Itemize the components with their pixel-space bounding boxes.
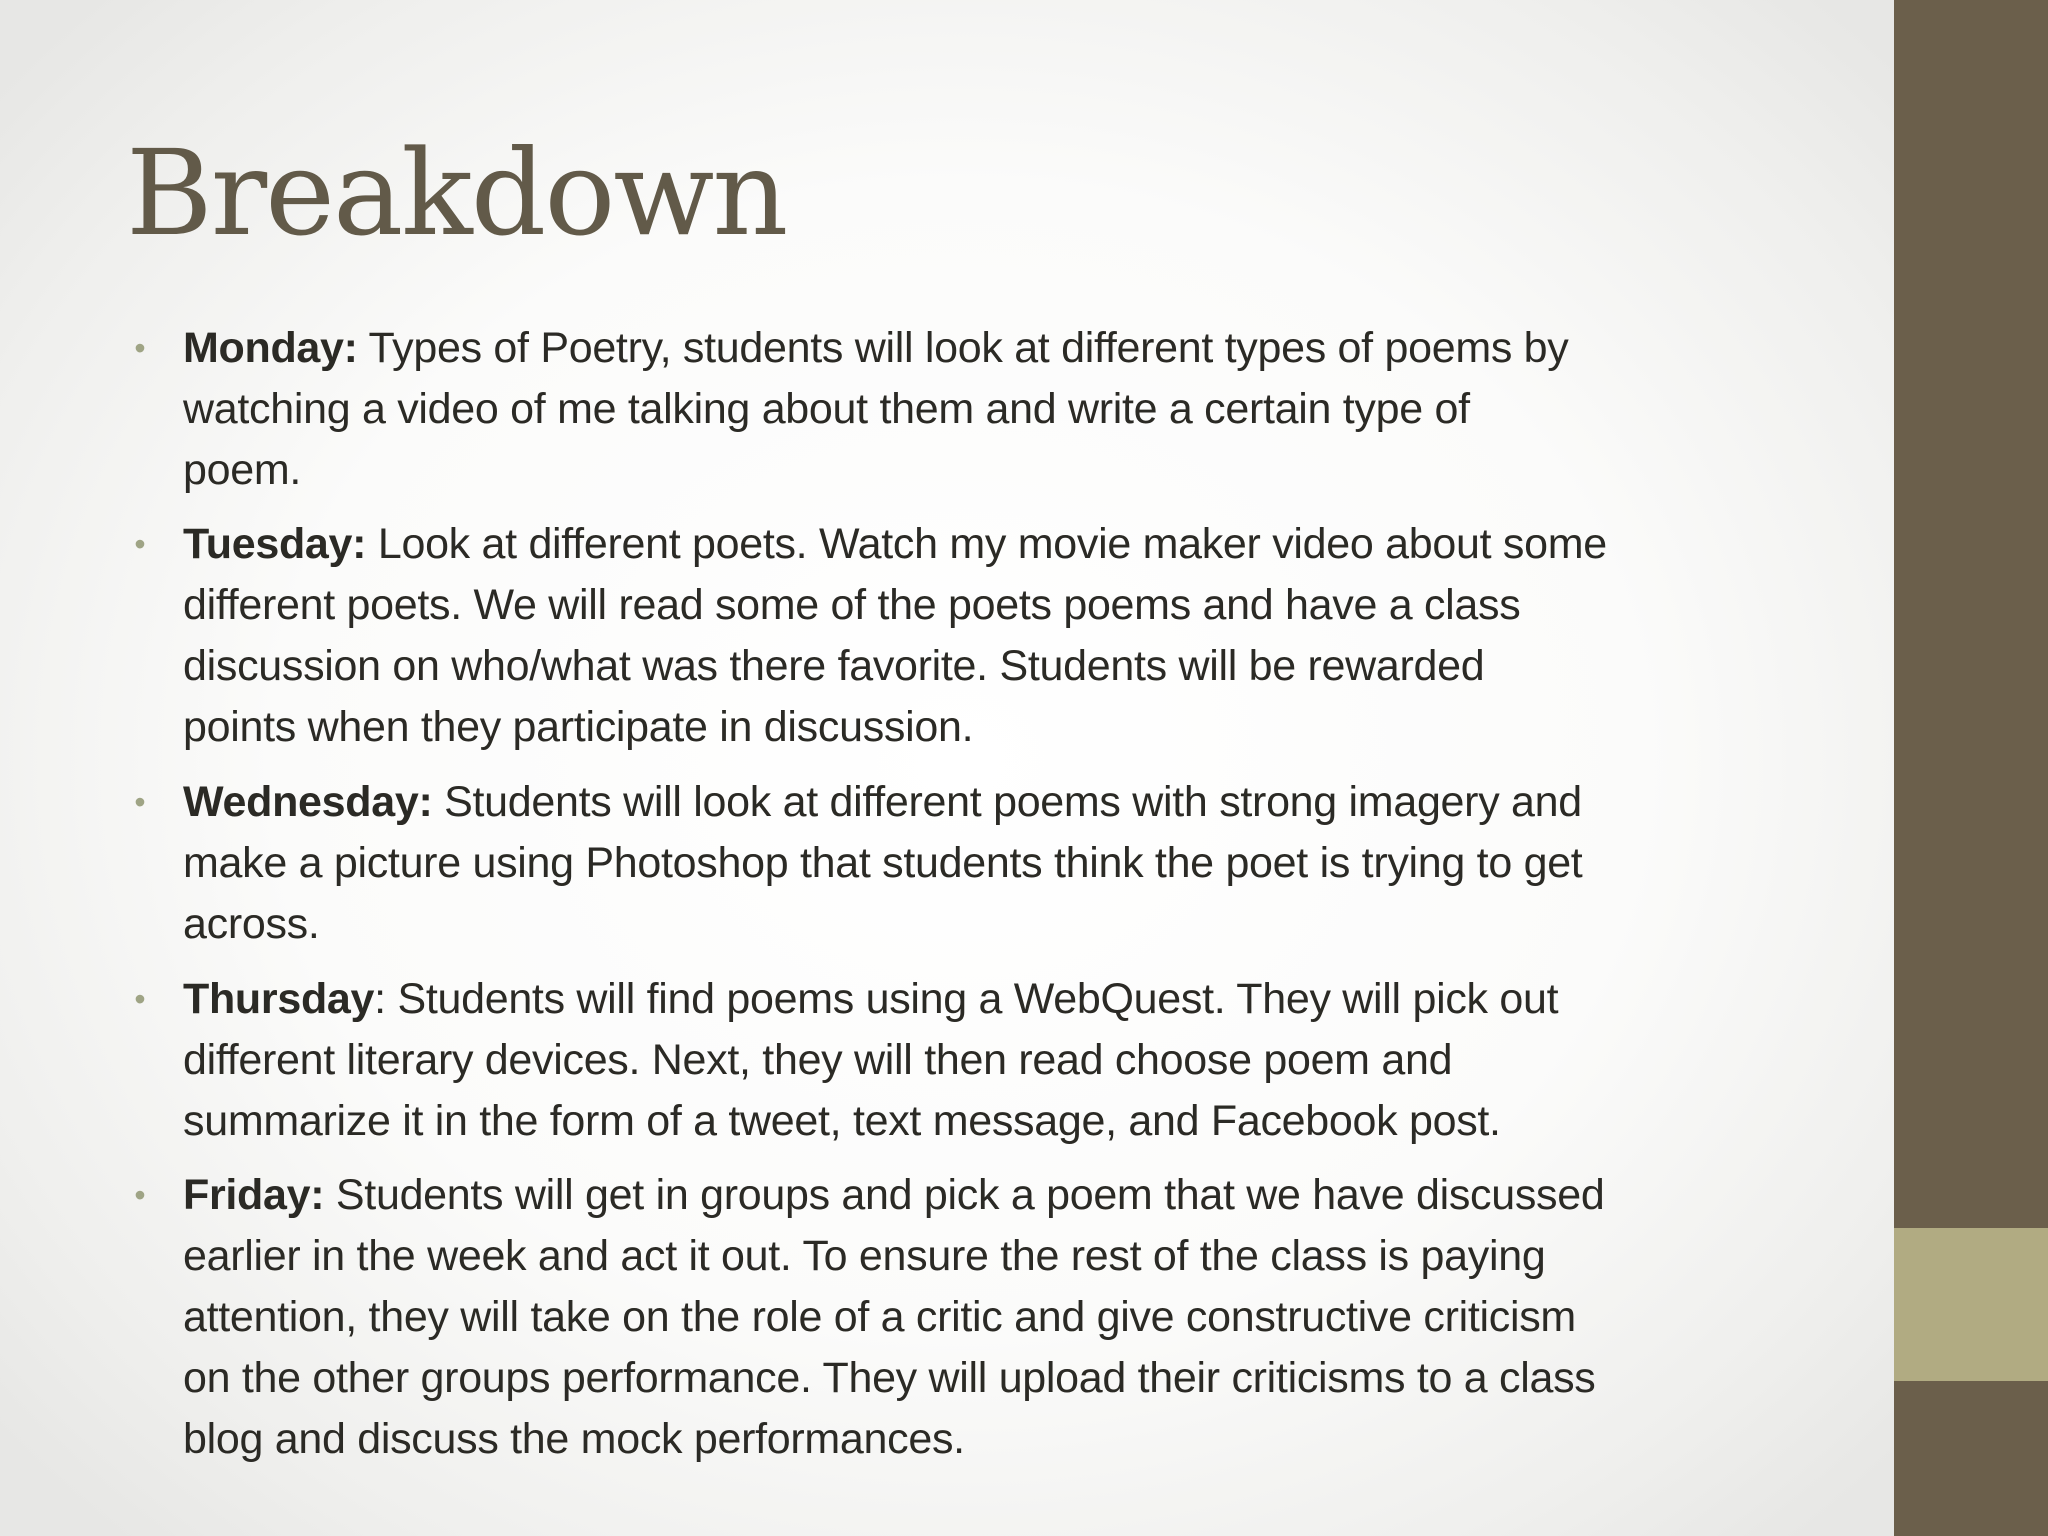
bullet-icon: • [134,784,146,820]
bullet-text: : Students will find poems using a WebQuest. They will pick out [374,975,1559,1023]
bullet-icon: • [134,526,146,562]
bullet-line [183,1165,1605,1226]
bullet-line: watching a video of me talking about them and write a certain type of [183,385,1470,433]
slide-title: Breakdown [126,124,787,262]
bullet-line: across. [183,900,320,948]
bullet-icon: • [134,330,146,366]
bullet-line: make a picture using Photoshop that students think the poet is trying to get [183,839,1583,887]
day-label-tuesday: Tuesday: [183,520,367,568]
day-label-thursday: Thursday [183,975,375,1023]
bullet-line [183,514,1607,575]
bullet-text: Types of Poetry, students will look at different types of poems by [368,324,1569,372]
day-label-wednesday: Wednesday: [183,778,433,826]
day-label-friday: Friday: [183,1171,325,1219]
bullet-line: earlier in the week and act it out. To ensure the rest of the class is paying [183,1232,1546,1280]
bullet-line: poem. [183,446,302,494]
bullet-text: Students will get in groups and pick a poem that we have discussed [335,1171,1605,1219]
bullet-line: different poets. We will read some of the poets poems and have a class [183,581,1521,629]
bullet-icon: • [134,1177,146,1213]
bullet-line [183,318,1569,379]
day-label-monday: Monday: [183,324,358,372]
bullet-line: on the other groups performance. They will upload their criticisms to a class [183,1354,1596,1402]
bullet-line: points when they participate in discussion. [183,703,974,751]
bullet-line: different literary devices. Next, they will then read choose poem and [183,1036,1453,1084]
side-accent-block [1894,1228,2048,1381]
bullet-line: blog and discuss the mock performances. [183,1415,965,1463]
bullet-line [183,969,1558,1030]
bullet-icon: • [134,981,146,1017]
bullet-line: discussion on who/what was there favorite. Students will be rewarded [183,642,1485,690]
bullet-line: summarize it in the form of a tweet, text message, and Facebook post. [183,1097,1501,1145]
bullet-text: Look at different poets. Watch my movie maker video about some [377,520,1607,568]
bullet-text: Students will look at different poems with strong imagery and [444,778,1582,826]
bullet-line [183,772,1582,833]
bullet-line: attention, they will take on the role of a critic and give constructive criticism [183,1293,1576,1341]
